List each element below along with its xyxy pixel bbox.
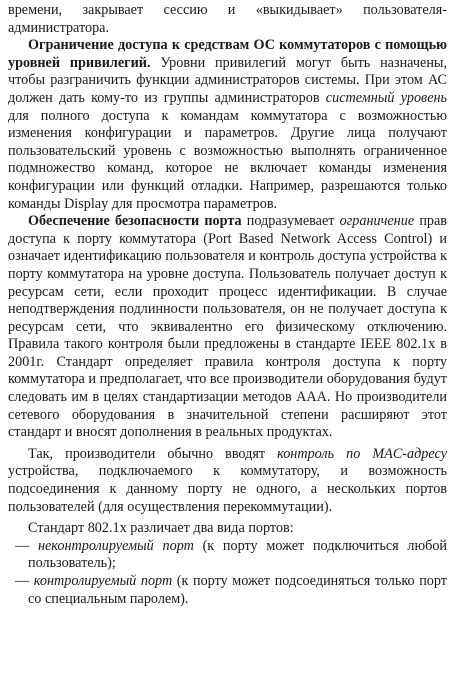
paragraph-privilege-levels [8,37,447,213]
mac-emphasis: контроль по MAC-адресу [277,445,447,462]
mac-text-1: Так, производители обычно вводят [28,445,278,462]
standard-text: Стандарт 802.1x различает два вида портов: [28,520,294,537]
mac-text-2: устройства, подключаемого к коммутатору, и возможность подсоединения к данному порту не одного, а нескольких портов пользователей (для осуществления перекоммутации). [8,463,447,515]
paragraph-port-security [8,213,447,442]
list-dash: — [15,573,30,589]
list-item-term: неконтролируемый порт [37,537,194,554]
paragraph-mac-control [8,446,447,516]
paragraph-standard [8,520,447,538]
port-security-heading: Обеспечение безопасности порта [28,213,242,230]
list-item-text: (к порту может подсоединяться только порт со специальным паролем). [28,573,447,607]
port-security-text-2: прав доступа к порту коммутатора (Port Based Network Access Control) и означает идентификацию пользователя и контроль доступа устройства к порту коммутатора на уровне доступа. Пользователь получает доступ к ресурсам сети, если проходит процесс идентификации. В случае неподтверждения подлинности пользователя, он не получает доступа к ресурсам сети, что эквивалентно его физическому отключению. Правила такого контроля были предложены в стандарте IEEE 802.1x в 2001г. Стандарт определяет правила контроля доступа к порту коммутатора и предполагает, что все производители оборудования будут следовать им в целях стандартизации методов ААА. Но производители сетевого оборудования в значительной степени расширяют этот стандарт и вносят дополнения в реальных продуктах. [8,213,448,441]
list-dash: — [15,537,30,554]
privilege-text-1: Уровни привилегий могут быть назначены, чтобы разграничить функции администраторов системы. При этом АС должен дать кому-то из группы администраторов [8,54,447,106]
privilege-text-2: для полного доступа к командам коммутатора с возможностью изменения конфигурации и параметров. Другие лица получают пользовательский уровень с возможностью выполнять ограниченное подмножество команд, которое не включает команды изменения конфигурации или функций отладки. Например, разрешаются только команды Display для просмотра параметров. [8,107,447,212]
port-security-emphasis: ограничение [339,213,415,230]
port-types-list [8,538,447,608]
privilege-heading: Ограничение доступа к средствам ОС коммутаторов с помощью уровней привилегий. [8,37,447,71]
paragraph-session-text: времени, закрывает сессию и «выкидывает» пользователя-администратора. [8,2,447,36]
list-item [8,538,447,573]
list-item-text: (к порту может подключиться любой пользователь); [28,537,448,572]
privilege-emphasis: системный уровень [325,89,447,106]
list-item [8,573,447,608]
port-security-text-1: подразумевает [241,213,340,230]
paragraph-session [8,2,447,37]
list-item-term: контролируемый порт [33,573,173,589]
